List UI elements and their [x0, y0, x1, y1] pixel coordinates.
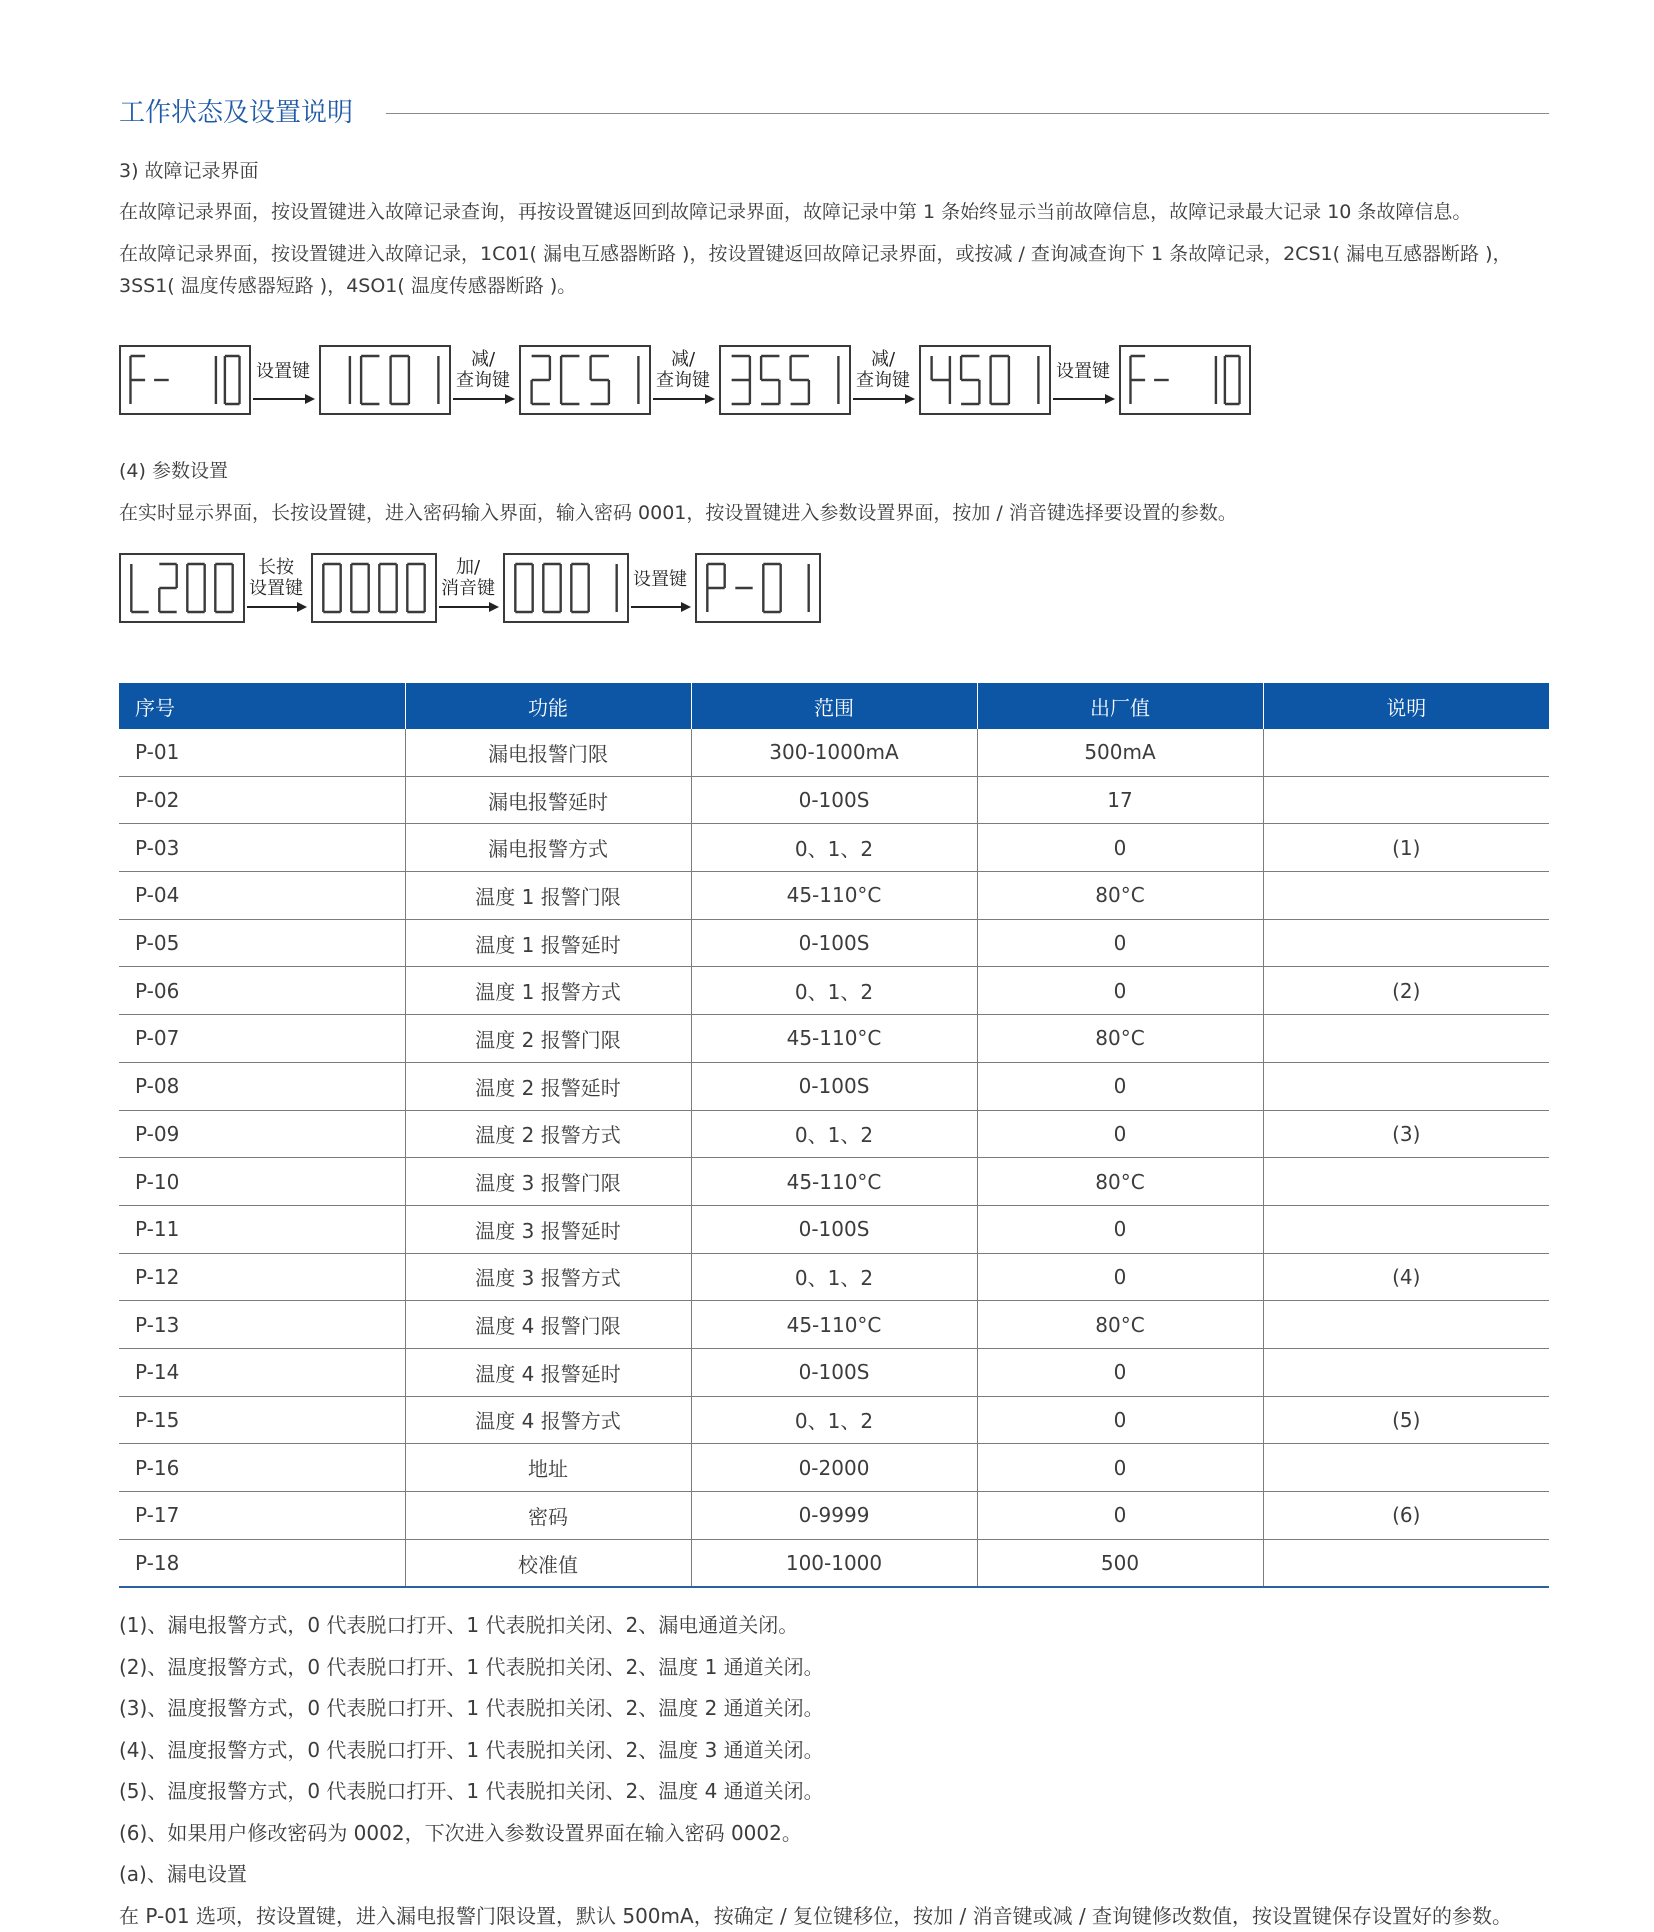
cell-default: 0: [977, 1348, 1263, 1396]
segment-digit: [532, 356, 550, 404]
segment-digit: [215, 564, 232, 612]
header-cell-default: 出厂值: [977, 683, 1263, 729]
cell-range: 45-110°C: [691, 872, 977, 920]
cell-function: 温度 1 报警方式: [405, 967, 691, 1015]
table-row: [119, 1158, 1549, 1206]
seven-segment-digits: [321, 347, 449, 413]
cell-range: 45-110°C: [691, 1015, 977, 1063]
arrow-head-icon: [297, 602, 307, 612]
arrow-label: 设置键: [633, 569, 687, 590]
header-cell-note: 说明: [1263, 683, 1549, 729]
arrow-head-icon: [505, 394, 515, 404]
cell-function: 温度 3 报警延时: [405, 1205, 691, 1253]
step-arrow: [1051, 345, 1115, 417]
arrow-head-icon: [705, 394, 715, 404]
arrow-label: 减/: [470, 349, 496, 370]
step-arrow: [651, 345, 715, 417]
cell-range: 0-100S: [691, 1062, 977, 1110]
cell-default: 80°C: [977, 872, 1263, 920]
cell-index: P-14: [119, 1348, 405, 1396]
table-row: [119, 1396, 1549, 1444]
cell-function: 温度 2 报警门限: [405, 1015, 691, 1063]
cell-function: 温度 3 报警方式: [405, 1253, 691, 1301]
table-row: [119, 1110, 1549, 1158]
fault-record-paragraph-1: 在故障记录界面，按设置键进入故障记录查询，再按设置键返回到故障记录界面，故障记录中第 1 条始终显示当前故障信息，故障记录最大记录 10 条故障信息。: [119, 201, 1472, 223]
cell-index: P-08: [119, 1062, 405, 1110]
cell-note: [1263, 776, 1549, 824]
arrow-shaft: [631, 606, 683, 608]
segment-digit: [323, 564, 340, 612]
cell-note: [1263, 1444, 1549, 1492]
arrow-shaft: [253, 398, 307, 400]
cell-note: (1): [1263, 824, 1549, 872]
cell-function: 地址: [405, 1444, 691, 1492]
cell-function: 温度 4 报警门限: [405, 1301, 691, 1349]
seven-segment-digits: [505, 555, 627, 621]
cell-default: 0: [977, 1110, 1263, 1158]
note-line: (4)、温度报警方式，0 代表脱口打开、1 代表脱扣关闭、2、温度 3 通道关闭。: [119, 1737, 824, 1762]
cell-note: (4): [1263, 1253, 1549, 1301]
cell-default: 0: [977, 1253, 1263, 1301]
segment-digit: [515, 564, 532, 612]
cell-default: 80°C: [977, 1015, 1263, 1063]
arrow-head-icon: [1105, 394, 1115, 404]
parameter-table: [119, 683, 1549, 1588]
table-row: [119, 1348, 1549, 1396]
segment-digit: [543, 564, 560, 612]
arrow-shaft: [653, 398, 707, 400]
step-arrow: [251, 345, 315, 417]
cell-index: P-17: [119, 1492, 405, 1540]
seven-segment-digits: [1121, 347, 1249, 413]
segment-digit: [571, 564, 588, 612]
table-row: [119, 1253, 1549, 1301]
cell-range: 0-9999: [691, 1492, 977, 1540]
segment-digit: [379, 564, 396, 612]
cell-range: 0、1、2: [691, 1110, 977, 1158]
cell-note: [1263, 1539, 1549, 1587]
seven-segment-digits: [921, 347, 1049, 413]
cell-index: P-18: [119, 1539, 405, 1587]
arrow-shaft: [439, 606, 491, 608]
cell-index: P-07: [119, 1015, 405, 1063]
cell-default: 500mA: [977, 729, 1263, 776]
segment-digit: [351, 564, 368, 612]
cell-default: 0: [977, 1444, 1263, 1492]
cell-index: P-03: [119, 824, 405, 872]
arrow-shaft: [247, 606, 299, 608]
seven-segment-digits: [313, 555, 435, 621]
table-row: [119, 1062, 1549, 1110]
cell-range: 0-100S: [691, 1348, 977, 1396]
table-row: [119, 919, 1549, 967]
table-header-row: [119, 683, 1549, 729]
cell-range: 0-2000: [691, 1444, 977, 1492]
segment-digit: [159, 564, 176, 612]
segment-display: [519, 345, 651, 415]
cell-default: 0: [977, 1062, 1263, 1110]
table-row: [119, 1301, 1549, 1349]
table-row: [119, 1205, 1549, 1253]
cell-note: [1263, 729, 1549, 776]
cell-note: [1263, 1301, 1549, 1349]
segment-digit: [991, 356, 1009, 404]
cell-index: P-02: [119, 776, 405, 824]
cell-range: 0、1、2: [691, 1396, 977, 1444]
segment-display: [119, 345, 251, 415]
arrow-label: 设置键: [256, 361, 310, 382]
segment-digit: [1225, 356, 1240, 404]
arrow-label: 减/: [870, 349, 896, 370]
cell-default: 80°C: [977, 1158, 1263, 1206]
cell-function: 温度 2 报警方式: [405, 1110, 691, 1158]
cell-function: 校准值: [405, 1539, 691, 1587]
cell-index: P-05: [119, 919, 405, 967]
arrow-head-icon: [681, 602, 691, 612]
arrow-label: 查询键: [656, 370, 710, 391]
segment-display: [1119, 345, 1251, 415]
segment-digit: [791, 356, 809, 404]
cell-index: P-09: [119, 1110, 405, 1158]
cell-default: 0: [977, 1492, 1263, 1540]
step-arrow: [245, 553, 307, 625]
segment-digit: [361, 356, 379, 404]
cell-range: 45-110°C: [691, 1301, 977, 1349]
note-line: (6)、如果用户修改密码为 0002，下次进入参数设置界面在输入密码 0002。: [119, 1820, 802, 1845]
cell-range: 300-1000mA: [691, 729, 977, 776]
cell-range: 45-110°C: [691, 1158, 977, 1206]
seven-segment-digits: [121, 347, 249, 413]
step-arrow: [451, 345, 515, 417]
cell-index: P-04: [119, 872, 405, 920]
segment-digit: [225, 356, 240, 404]
segment-digit: [130, 356, 145, 404]
cell-index: P-01: [119, 729, 405, 776]
note-line: (2)、温度报警方式，0 代表脱口打开、1 代表脱扣关闭、2、温度 1 通道关闭。: [119, 1654, 824, 1679]
cell-note: (6): [1263, 1492, 1549, 1540]
table-row: [119, 1444, 1549, 1492]
segment-digit: [707, 564, 724, 612]
segment-digit: [763, 564, 780, 612]
cell-note: [1263, 1015, 1549, 1063]
segment-digit: [391, 356, 409, 404]
note-line: 在 P-01 选项，按设置键，进入漏电报警门限设置，默认 500mA，按确定 / 复位键移位，按加 / 消音键或减 / 查询键修改数值，按设置键保存设置好的参数。: [119, 1903, 1513, 1928]
cell-note: [1263, 1062, 1549, 1110]
seven-segment-digits: [721, 347, 849, 413]
table-row: [119, 824, 1549, 872]
cell-function: 温度 1 报警延时: [405, 919, 691, 967]
table-row: [119, 1492, 1549, 1540]
fault-record-heading: 3) 故障记录界面: [119, 160, 259, 182]
arrow-head-icon: [305, 394, 315, 404]
segment-digit: [732, 356, 750, 404]
cell-function: 温度 2 报警延时: [405, 1062, 691, 1110]
segment-display: [319, 345, 451, 415]
step-arrow: [437, 553, 499, 625]
table-row: [119, 1015, 1549, 1063]
arrow-label: 加/: [455, 557, 481, 578]
cell-index: P-10: [119, 1158, 405, 1206]
note-line: (a)、漏电设置: [119, 1862, 247, 1886]
cell-function: 漏电报警门限: [405, 729, 691, 776]
arrow-shaft: [1053, 398, 1107, 400]
table-row: [119, 1539, 1549, 1587]
segment-digit: [561, 356, 579, 404]
step-arrow: [851, 345, 915, 417]
arrow-label: 减/: [670, 349, 696, 370]
title-divider: [386, 113, 1549, 114]
cell-range: 0、1、2: [691, 824, 977, 872]
segment-display: [695, 553, 821, 623]
arrow-head-icon: [489, 602, 499, 612]
note-line: (3)、温度报警方式，0 代表脱口打开、1 代表脱扣关闭、2、温度 2 通道关闭。: [119, 1696, 824, 1720]
arrow-shaft: [453, 398, 507, 400]
cell-default: 0: [977, 919, 1263, 967]
cell-note: [1263, 1205, 1549, 1253]
cell-note: [1263, 872, 1549, 920]
segment-digit: [961, 356, 979, 404]
arrow-head-icon: [905, 394, 915, 404]
arrow-label: 查询键: [856, 370, 910, 391]
table-row: [119, 967, 1549, 1015]
segment-display: [919, 345, 1051, 415]
cell-default: 500: [977, 1539, 1263, 1587]
segment-digit: [131, 564, 148, 612]
cell-index: P-12: [119, 1253, 405, 1301]
cell-range: 0、1、2: [691, 967, 977, 1015]
cell-note: [1263, 1348, 1549, 1396]
header-cell-function: 功能: [405, 683, 691, 729]
cell-default: 0: [977, 1396, 1263, 1444]
seven-segment-digits: [121, 555, 243, 621]
cell-range: 0-100S: [691, 1205, 977, 1253]
cell-index: P-16: [119, 1444, 405, 1492]
cell-index: P-11: [119, 1205, 405, 1253]
cell-range: 0、1、2: [691, 1253, 977, 1301]
seven-segment-digits: [521, 347, 649, 413]
arrow-shaft: [853, 398, 907, 400]
segment-digit: [1130, 356, 1145, 404]
cell-function: 温度 1 报警门限: [405, 872, 691, 920]
cell-range: 0-100S: [691, 919, 977, 967]
param-setting-heading: (4) 参数设置: [119, 460, 228, 482]
cell-default: 0: [977, 1205, 1263, 1253]
cell-range: 100-1000: [691, 1539, 977, 1587]
cell-function: 温度 4 报警延时: [405, 1348, 691, 1396]
segment-digit: [932, 356, 950, 404]
table-row: [119, 729, 1549, 776]
cell-index: P-15: [119, 1396, 405, 1444]
cell-function: 温度 3 报警门限: [405, 1158, 691, 1206]
arrow-label: 查询键: [456, 370, 510, 391]
table-row: [119, 872, 1549, 920]
cell-note: (3): [1263, 1110, 1549, 1158]
header-cell-index: 序号: [119, 683, 405, 729]
cell-function: 温度 4 报警方式: [405, 1396, 691, 1444]
arrow-label: 设置键: [249, 578, 303, 599]
segment-digit: [761, 356, 779, 404]
cell-function: 密码: [405, 1492, 691, 1540]
segment-digit: [591, 356, 609, 404]
cell-default: 80°C: [977, 1301, 1263, 1349]
cell-function: 漏电报警延时: [405, 776, 691, 824]
note-line: (1)、漏电报警方式，0 代表脱口打开、1 代表脱扣关闭、2、漏电通道关闭。: [119, 1613, 799, 1637]
table-row: [119, 776, 1549, 824]
header-cell-range: 范围: [691, 683, 977, 729]
arrow-label: 设置键: [1056, 361, 1110, 382]
cell-note: [1263, 919, 1549, 967]
cell-default: 0: [977, 824, 1263, 872]
segment-display: [311, 553, 437, 623]
arrow-label: 长按: [258, 557, 294, 578]
cell-default: 17: [977, 776, 1263, 824]
segment-digit: [407, 564, 424, 612]
cell-note: (5): [1263, 1396, 1549, 1444]
note-line: (5)、温度报警方式，0 代表脱口打开、1 代表脱扣关闭、2、温度 4 通道关闭。: [119, 1779, 824, 1803]
segment-display: [719, 345, 851, 415]
cell-range: 0-100S: [691, 776, 977, 824]
cell-default: 0: [977, 967, 1263, 1015]
arrow-label: 消音键: [441, 578, 495, 599]
segment-digit: [187, 564, 204, 612]
param-setting-paragraph: 在实时显示界面，长按设置键，进入密码输入界面，输入密码 0001，按设置键进入参数设置界面，按加 / 消音键选择要设置的参数。: [119, 502, 1237, 524]
step-arrow: [629, 553, 691, 625]
section-title: 工作状态及设置说明: [119, 98, 354, 128]
fault-record-paragraph-2: 在故障记录界面，按设置键进入故障记录，1C01( 漏电互感器断路 )，按设置键返回故障记录界面，或按减 / 查询减查询下 1 条故障记录，2CS1( 漏电互感器断路 )，3SS1( 温度传感器短路 )，4SO1( 温度传感器断路 )。: [119, 243, 1512, 297]
cell-index: P-13: [119, 1301, 405, 1349]
cell-index: P-06: [119, 967, 405, 1015]
segment-display: [503, 553, 629, 623]
segment-display: [119, 553, 245, 623]
cell-note: [1263, 1158, 1549, 1206]
cell-note: (2): [1263, 967, 1549, 1015]
seven-segment-digits: [697, 555, 819, 621]
cell-function: 漏电报警方式: [405, 824, 691, 872]
